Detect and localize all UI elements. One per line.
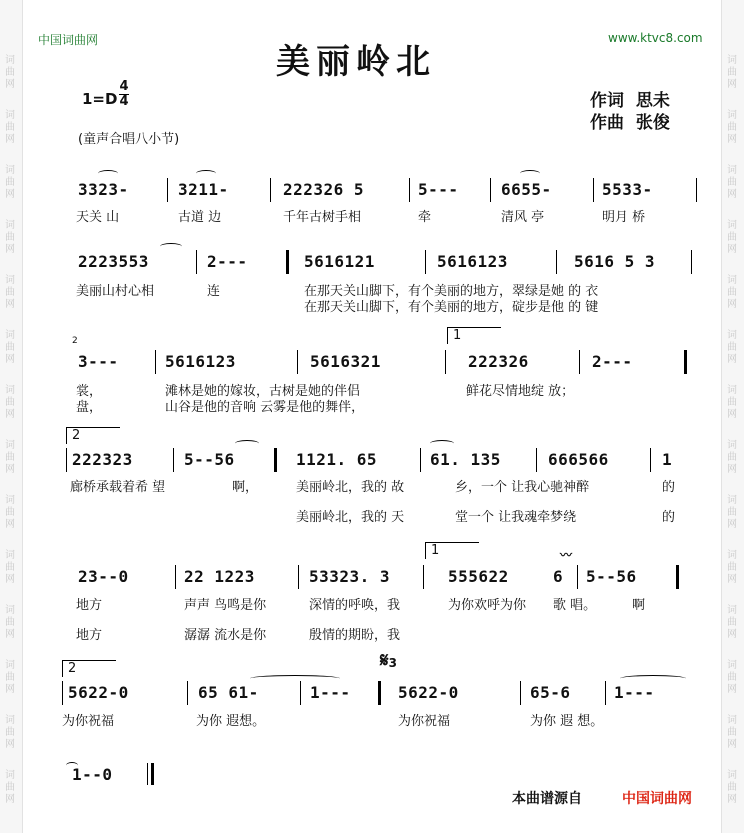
source-label: 本曲谱源自 bbox=[512, 791, 582, 807]
lyric: 的 bbox=[662, 510, 676, 525]
side-watermark-text: 词 曲 网 bbox=[5, 440, 15, 475]
lyric: 清风 亭 bbox=[501, 210, 545, 225]
side-watermark-text: 词 曲 网 bbox=[5, 220, 15, 255]
lyric: 潺潺 流水是你 bbox=[184, 628, 267, 643]
time-sig-top: 4 bbox=[119, 79, 129, 94]
lyric: 连 bbox=[207, 284, 221, 299]
side-watermark-text: 词 曲 网 bbox=[5, 330, 15, 365]
measure: 3--- bbox=[78, 352, 119, 371]
volta-bracket: 2 bbox=[66, 427, 120, 444]
barline bbox=[409, 178, 410, 202]
side-watermark-text: 词 曲 网 bbox=[5, 770, 15, 805]
measure: 6655- bbox=[501, 180, 552, 199]
tie-slur bbox=[98, 170, 118, 177]
repeat-end-barline bbox=[378, 681, 381, 705]
side-watermark-text: 词 曲 网 bbox=[727, 605, 737, 640]
measure: 2--- bbox=[207, 252, 248, 271]
tie-slur bbox=[196, 170, 216, 177]
time-sig-bottom: 4 bbox=[119, 94, 129, 109]
measure: 555622 bbox=[448, 567, 509, 586]
lyric: 啊， bbox=[232, 480, 259, 495]
side-watermark-text: 词 曲 网 bbox=[727, 55, 737, 90]
measure: 61. 135 bbox=[430, 450, 501, 469]
measure: 5533- bbox=[602, 180, 653, 199]
measure: 222326 bbox=[468, 352, 529, 371]
side-watermark-text: 词 曲 网 bbox=[727, 165, 737, 200]
measure: 1 bbox=[662, 450, 673, 469]
lyric: 为你欢呼为你 bbox=[448, 598, 527, 613]
measure: 1121. 65 bbox=[296, 450, 378, 469]
lyric: 裳， bbox=[76, 384, 103, 399]
barline bbox=[445, 350, 446, 374]
side-watermark-text: 词 曲 网 bbox=[5, 110, 15, 145]
song-title: 美丽岭北 bbox=[276, 42, 436, 82]
tie-slur bbox=[430, 440, 454, 447]
measure: 3323- bbox=[78, 180, 129, 199]
lyric: 声声 鸟鸣是你 bbox=[184, 598, 267, 613]
measure: 1--0 bbox=[72, 765, 113, 784]
barline bbox=[420, 448, 421, 472]
barline bbox=[187, 681, 188, 705]
lyricist-name: 思未 bbox=[635, 91, 670, 111]
measure: 53323. 3 bbox=[309, 567, 391, 586]
side-watermark-text: 词 曲 网 bbox=[727, 110, 737, 145]
measure: 3211- bbox=[178, 180, 229, 199]
side-watermark-text: 词 曲 网 bbox=[727, 440, 737, 475]
measure: 5616123 bbox=[437, 252, 508, 271]
barline bbox=[425, 250, 426, 274]
source-site: 中国词曲网 bbox=[622, 791, 692, 807]
side-watermark-text: 词 曲 网 bbox=[5, 385, 15, 420]
measure: 65 61- bbox=[198, 683, 259, 702]
repeat-start-barline bbox=[286, 250, 289, 274]
measure: 5--- bbox=[418, 180, 459, 199]
site-url-right: www.ktvc8.com bbox=[608, 31, 703, 45]
final-barline bbox=[151, 763, 154, 785]
lyric: 明月 桥 bbox=[602, 210, 646, 225]
measure: 5--56 bbox=[184, 450, 235, 469]
lyric: 为你祝福 bbox=[398, 714, 451, 729]
lyric: 深情的呼唤，我 bbox=[309, 598, 401, 613]
lyric: 乡，一个 让我心驰神醉 bbox=[455, 480, 590, 495]
barline bbox=[167, 178, 168, 202]
lyric: 美丽山村心相 bbox=[76, 284, 155, 299]
lyric: 堂一个 让我魂牵梦绕 bbox=[455, 510, 577, 525]
measure: 6 bbox=[553, 567, 564, 586]
side-watermark-text: 词 曲 网 bbox=[727, 275, 737, 310]
lyric: 在那天关山脚下，有个美丽的地方，碇步是他 的 键 bbox=[304, 300, 599, 315]
segno-sign: 𝄋3 bbox=[380, 648, 397, 672]
measure: 5622-0 bbox=[68, 683, 129, 702]
side-watermark-text: 词 曲 网 bbox=[727, 550, 737, 585]
barline bbox=[577, 565, 578, 589]
lyric: 殷情的期盼，我 bbox=[309, 628, 401, 643]
measure: 5622-0 bbox=[398, 683, 459, 702]
measure: 5616123 bbox=[165, 352, 236, 371]
measure: 222326 5 bbox=[283, 180, 365, 199]
side-watermark-text: 词 曲 网 bbox=[5, 495, 15, 530]
side-watermark-text: 词 曲 网 bbox=[5, 55, 15, 90]
measure: 666566 bbox=[548, 450, 609, 469]
tie-slur bbox=[235, 440, 259, 447]
lyric: 歌 唱。 bbox=[553, 598, 597, 613]
side-watermark-text: 词 曲 网 bbox=[727, 385, 737, 420]
measure: 22 1223 bbox=[184, 567, 255, 586]
measure: 23--0 bbox=[78, 567, 129, 586]
lyric: 的 bbox=[662, 480, 676, 495]
lyric: 山谷是他的音响 云雾是他的舞伴， bbox=[165, 400, 365, 415]
barline bbox=[696, 178, 697, 202]
side-watermark-text: 词 曲 网 bbox=[5, 275, 15, 310]
lyric: 天关 山 bbox=[76, 210, 120, 225]
repeat-end-barline bbox=[676, 565, 679, 589]
barline bbox=[593, 178, 594, 202]
lyric: 美丽岭北，我的 天 bbox=[296, 510, 405, 525]
side-watermark-text: 词 曲 网 bbox=[727, 770, 737, 805]
side-watermark-text: 词 曲 网 bbox=[5, 660, 15, 695]
composer-label: 作曲 bbox=[590, 113, 624, 133]
barline bbox=[423, 565, 424, 589]
barline bbox=[579, 350, 580, 374]
barline bbox=[605, 681, 606, 705]
side-watermark-text: 词 曲 网 bbox=[5, 715, 15, 750]
measure: 1--- bbox=[310, 683, 351, 702]
volta-bracket: 1 bbox=[447, 327, 501, 344]
lyric: 古道 边 bbox=[178, 210, 222, 225]
lyric: 为你 遐 想。 bbox=[530, 714, 604, 729]
barline bbox=[66, 448, 67, 472]
side-watermark-text: 词 曲 网 bbox=[727, 220, 737, 255]
measure: 2--- bbox=[592, 352, 633, 371]
performance-note: (童声合唱八小节) bbox=[78, 132, 180, 147]
measure: 5616321 bbox=[310, 352, 381, 371]
measure: 5616 5 3 bbox=[574, 252, 656, 271]
right-watermark-strip bbox=[721, 0, 744, 833]
barline bbox=[270, 178, 271, 202]
barline bbox=[173, 448, 174, 472]
composer-credit bbox=[590, 108, 670, 133]
barline bbox=[298, 565, 299, 589]
barline bbox=[297, 350, 298, 374]
barline bbox=[196, 250, 197, 274]
lyric: 在那天关山脚下，有个美丽的地方，翠绿是她 的 衣 bbox=[304, 284, 599, 299]
barline bbox=[520, 681, 521, 705]
barline bbox=[556, 250, 557, 274]
tie-slur bbox=[620, 675, 686, 682]
side-watermark-text: 词 曲 网 bbox=[727, 495, 737, 530]
left-watermark-strip bbox=[0, 0, 23, 833]
site-name-left: 中国词曲网 bbox=[38, 33, 99, 47]
barline bbox=[490, 178, 491, 202]
volta-bracket: 1 bbox=[425, 542, 479, 559]
lyric: 美丽岭北，我的 故 bbox=[296, 480, 405, 495]
barline bbox=[147, 763, 148, 785]
measure: 1--- bbox=[614, 683, 655, 702]
lyric: 牵 bbox=[418, 210, 432, 225]
measure: 5616121 bbox=[304, 252, 375, 271]
side-watermark-text: 词 曲 网 bbox=[5, 605, 15, 640]
volta-bracket: 2 bbox=[62, 660, 116, 677]
side-watermark-text: 词 曲 网 bbox=[5, 165, 15, 200]
lyric: 鲜花尽情地绽 放； bbox=[466, 384, 575, 399]
tie-slur bbox=[520, 170, 540, 177]
tie-slur bbox=[250, 675, 340, 682]
trill-mark: 〰 bbox=[560, 548, 573, 562]
repeat-start-barline bbox=[274, 448, 277, 472]
barline bbox=[691, 250, 692, 274]
measure: 5--56 bbox=[586, 567, 637, 586]
lyric: 为你祝福 bbox=[62, 714, 115, 729]
lyric: 廊桥承载着希 望 bbox=[70, 480, 166, 495]
time-signature bbox=[119, 80, 129, 109]
side-watermark-text: 词 曲 网 bbox=[727, 660, 737, 695]
lyricist-label: 作词 bbox=[590, 91, 624, 111]
lyric: 地方 bbox=[76, 598, 103, 613]
lyric: 啊 bbox=[632, 598, 646, 613]
lyric: 为你 遐想。 bbox=[196, 714, 266, 729]
composer-name: 张俊 bbox=[635, 113, 670, 133]
side-watermark-text: 词 曲 网 bbox=[727, 715, 737, 750]
barline bbox=[300, 681, 301, 705]
barline bbox=[175, 565, 176, 589]
repeat-end-barline bbox=[684, 350, 687, 374]
segno-number: 3 bbox=[388, 656, 397, 670]
measure: 2223553 bbox=[78, 252, 149, 271]
barline bbox=[155, 350, 156, 374]
measure: 222323 bbox=[72, 450, 133, 469]
key-signature: 1=D bbox=[82, 90, 118, 108]
measure: 65-6 bbox=[530, 683, 571, 702]
lyric: 地方 bbox=[76, 628, 103, 643]
lyric: 千年古树手相 bbox=[283, 210, 362, 225]
side-watermark-text: 词 曲 网 bbox=[5, 550, 15, 585]
side-watermark-text: 词 曲 网 bbox=[727, 330, 737, 365]
barline bbox=[536, 448, 537, 472]
lyric: 滩林是她的嫁妆，古树是她的伴侣 bbox=[165, 384, 361, 399]
barline bbox=[650, 448, 651, 472]
barline bbox=[62, 681, 63, 705]
tie-slur bbox=[160, 243, 182, 250]
breath-mark: 2 bbox=[72, 336, 78, 346]
lyric: 盘， bbox=[76, 400, 103, 415]
